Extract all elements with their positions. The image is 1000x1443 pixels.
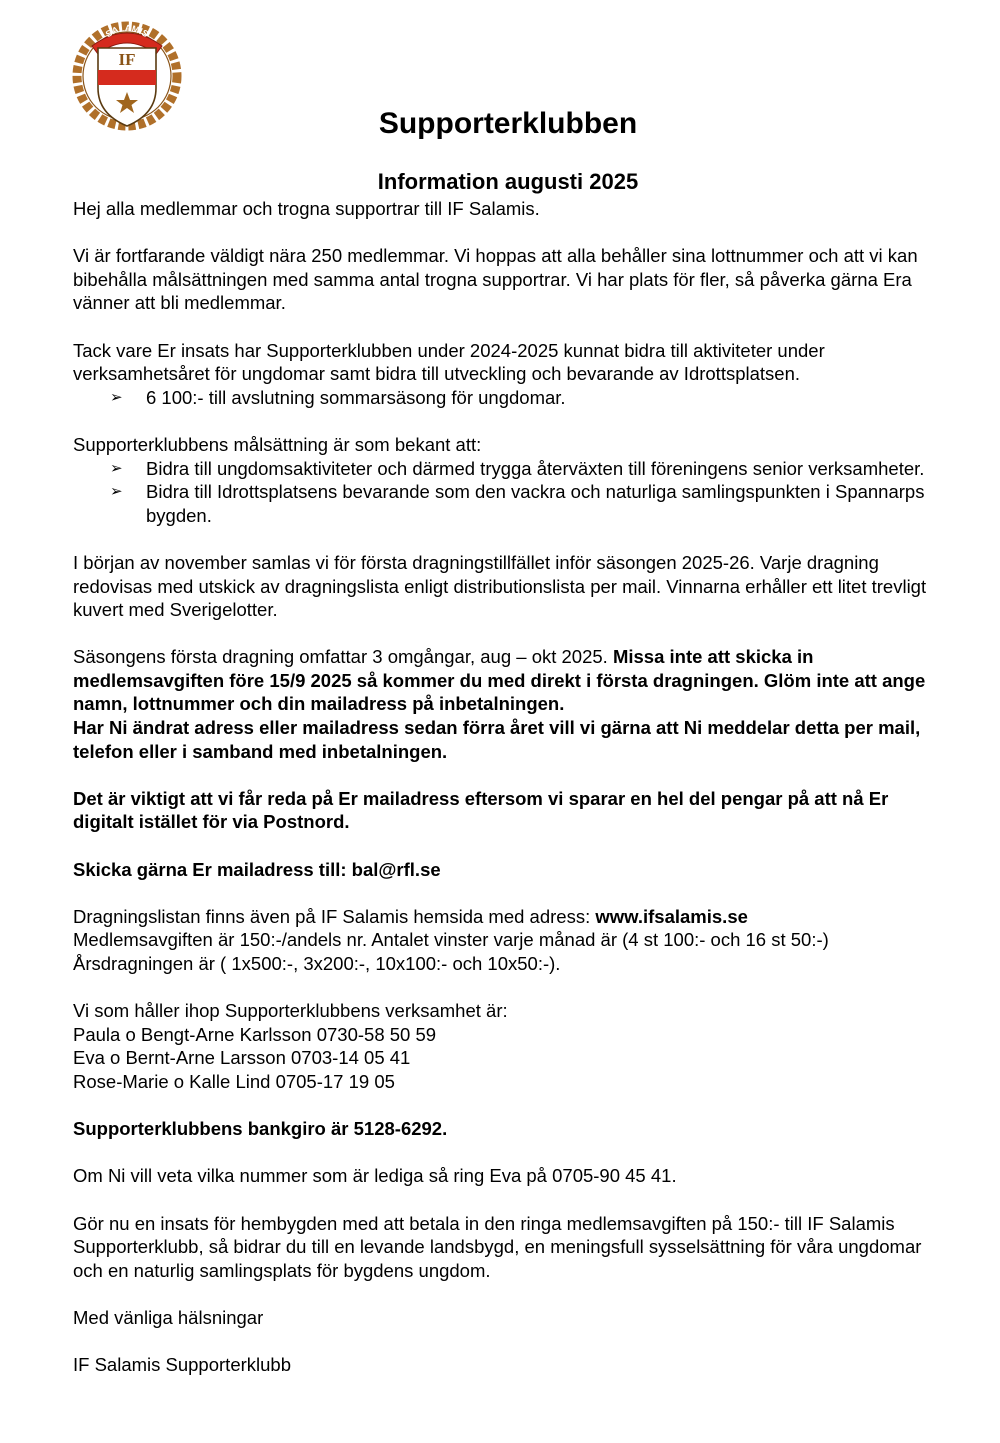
closing-paragraph: Gör nu en insats för hembygden med att betala in den ringa medlemsavgiften på 150:- till IF Salamis Supporterklubb, så bidrar du till en levande landsbygd, en meningsfull sysselsättning för våra ungdomar och en naturlig samlingsplats för bygdens ungdom. [73, 1212, 922, 1281]
address-change-text: Har Ni ändrat adress eller mailadress sedan förra året vill vi gärna att Ni meddelar detta per mail, telefon eller i samband med inbetalningen. [73, 717, 921, 762]
email-send-text: Skicka gärna Er mailadress till: bal@rfl.se [73, 858, 441, 880]
page-subtitle: Information augusti 2025 [377, 169, 639, 194]
list-item [73, 386, 953, 410]
annual-draw-text: Årsdragningen är ( 1x500:-, 3x200:-, 10x100:- och 10x50:-). [73, 953, 561, 974]
goal-intro-text: Supporterklubbens målsättning är som bekant att: [73, 433, 482, 455]
website-link[interactable]: www.ifsalamis.se [595, 905, 748, 927]
website-text: Dragningslistan finns även på IF Salamis hemsida med adress: [73, 905, 591, 927]
list-item-text: Bidra till Idrottsplatsens bevarande som den vackra och naturliga samlingspunkten i Spannarps bygden. [146, 481, 925, 526]
free-numbers-text: Om Ni vill veta vilka nummer som är lediga så ring Eva på 0705-90 45 41. [73, 1165, 677, 1187]
thanks-paragraph: Tack vare Er insats har Supporterklubben under 2024-2025 kunnat bidra till aktiviteter under verksamhetsåret för ungdomar samt bidra till utveckling och bevarande av Idrottsplatsen. [73, 339, 825, 385]
list-item-text: Bidra till ungdomsaktiviteter och därmed trygga återväxten till föreningens senior verksamheter. [146, 457, 925, 479]
signature-text: IF Salamis Supporterklubb [73, 1354, 291, 1376]
letter-body [73, 197, 953, 1400]
members-paragraph: Vi är fortfarande väldigt nära 250 medlemmar. Vi hoppas att alla behåller sina lottnummer och att vi kan bibehålla målsättningen med samma antal trogna supportrar. Vi har plats för fler, så påverka gärna Era vänner att bli medlemmar. [73, 245, 918, 314]
greeting-text: Hej alla medlemmar och trogna supportrar till IF Salamis. [73, 198, 540, 219]
organizers-paragraph [73, 999, 953, 1093]
list-item-text: 6 100:- till avslutning sommarsäsong för ungdomar. [146, 386, 566, 408]
season-text: Säsongens första dragning omfattar 3 omgångar, aug – okt 2025. [73, 646, 608, 668]
bankgiro-text: Supporterklubbens bankgiro är 5128-6292. [73, 1118, 448, 1140]
list-item [73, 480, 953, 527]
page-title: Supporterklubben [378, 107, 638, 140]
arrow-bullet-icon: ➢ [110, 483, 123, 501]
regards-text: Med vänliga hälsningar [73, 1306, 264, 1328]
website-fee-paragraph [73, 905, 953, 976]
organizers-intro: Vi som håller ihop Supporterklubbens verksamhet är: [73, 1000, 508, 1022]
organizer-contact: Eva o Bernt-Arne Larsson 0703-14 05 41 [73, 1047, 411, 1069]
email-importance-text: Det är viktigt att vi får reda på Er mailadress eftersom vi sparar en hel del pengar på att nå Er digitalt istället för via Postnord. [73, 787, 889, 833]
logo-ribbon-text: SALAMIS [103, 22, 151, 40]
list-item [73, 457, 953, 481]
logo-if-text: IF [118, 50, 136, 69]
arrow-bullet-icon: ➢ [110, 459, 123, 477]
deadline-reminder-text: Missa inte att skicka in medlemsavgiften före 15/9 2025 så kommer du med direkt i första dragningen. Glöm inte att ange namn, lottnummer och din mailadress på inbetalningen. [73, 646, 926, 715]
thanks-list [73, 386, 953, 410]
organizer-contact: Rose-Marie o Kalle Lind 0705-17 19 05 [73, 1070, 395, 1092]
fee-text: Medlemsavgiften är 150:-/andels nr. Antalet vinster varje månad är (4 st 100:- och 16 st 50:-) [73, 929, 829, 951]
organizer-contact: Paula o Bengt-Arne Karlsson 0730-58 50 59 [73, 1023, 437, 1045]
goal-list [73, 457, 953, 528]
draw-paragraph: I början av november samlas vi för första dragningstillfället inför säsongen 2025-26. Varje dragning redovisas med utskick av dragningslista enligt distributionslista per mail. Vinnarna erhåller ett litet trevligt kuvert med Sverigelotter. [73, 551, 927, 621]
arrow-bullet-icon: ➢ [110, 388, 123, 406]
season-paragraph [73, 645, 953, 763]
